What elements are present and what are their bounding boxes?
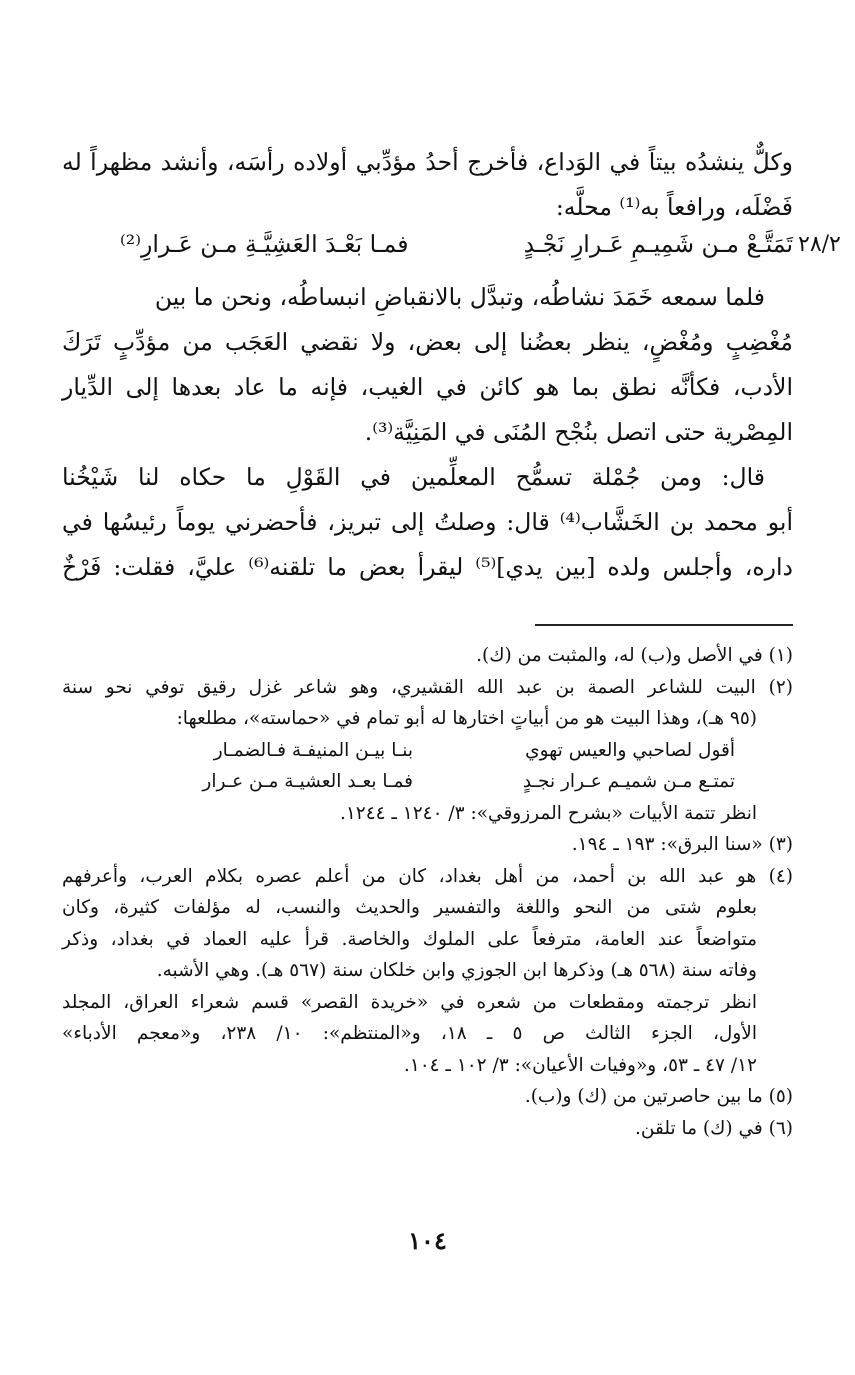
poem-1-second-hemistich: بنـا بيـن المنيفـة فـالضمـار (213, 739, 413, 761)
poem-2-second-hemistich: فمـا بعـد العشيـة مـن عـرار (202, 771, 413, 792)
body-line-10: داره، وأجلس ولده [بين يدي]⁽⁵⁾ ليقرأ بعض ما تلقنه⁽⁶⁾ عليَّ، فقلت: فَرْخٌ (62, 553, 794, 581)
footnote-4-line-4: وفاته سنة (٥٦٨ هـ) وذكرها ابن الجوزي وابن خلكان سنة (٥٦٧ هـ). وهي الأشبه. (156, 960, 757, 981)
verse-first-hemistich: تَمَتَّـعْ مـن شَمِيـمِ عَـرارِ نَجْـدٍ (523, 230, 793, 258)
body-line-4: فلما سمعه خَمَدَ نشاطُه، وتبدَّل بالانقباضِ انبساطُه، ونحن ما بين (154, 283, 765, 311)
body-line-7: المِصْرية حتى اتصل بنُجْح المُنَى في المَنِيَّة⁽³⁾. (364, 418, 793, 446)
footnote-4-line-5: انظر ترجمته ومقطعات من شعره في «خريدة القصر» قسم شعراء العراق، المجلد (62, 991, 757, 1013)
footnote-6: (٦) في (ك) ما تلقن. (635, 1117, 793, 1139)
footnote-4-line-7: ١٢/ ٤٧ ـ ٥٣، و«وفيات الأعيان»: ٣/ ١٠٢ ـ ١٠٤. (403, 1054, 757, 1076)
footnote-4-line-6: الأول، الجزء الثالث ص ٥ ـ ١٨، و«المنتظم»: ١٠/ ٢٣٨، و«معجم الأدباء» (62, 1023, 757, 1044)
poem-2-first-hemistich: تمتـع مـن شميـم عـرار نجـدٍ (522, 771, 735, 792)
footnote-4-line-3: متواضعاً عند العامة، مترفعاً على الملوك والخاصة. قرأ عليه العماد في بغداد، وذكر (62, 928, 757, 950)
margin-reference: ٢٨/٢ (798, 232, 841, 257)
footnote-3: (٣) «سنا البرق»: ١٩٣ ـ ١٩٤. (571, 834, 793, 855)
footnote-4-line-1: (٤) هو عبد الله بن أحمد، من أهل بغداد، كان من أعلم عصره بكلام العرب، وأعرفهم (62, 865, 793, 887)
main-text (62, 140, 793, 590)
page-number: ١٠٤ (408, 1226, 447, 1255)
poem-1-first-hemistich: أقول لصاحبي والعيس تهوي (525, 739, 735, 761)
footnote-5: (٥) ما بين حاصرتين من (ك) و(ب). (524, 1086, 793, 1107)
body-line-1: وكلٌّ ينشدُه بيتاً في الوَداع، فأخرج أحدُ مؤدِّبي أولاده رأسَه، وأنشد مظهراً له (62, 148, 793, 176)
body-line-2: فَضْلَه، ورافعاً به⁽¹⁾ محلَّه: (555, 193, 793, 221)
body-line-5: مُغْضِبٍ ومُغْضٍ، ينظر بعضُنا إلى بعض، ولا نقضي العَجَب من مؤدِّبٍ تَرَكَ (62, 328, 793, 356)
footnote-2-line-1: (٢) البيت للشاعر الصمة بن عبد الله القشيري، وهو شاعر غزل رقيق توفي نحو سنة (62, 676, 793, 698)
verse-second-hemistich: فمـا بَعْـدَ العَشِيَّـةِ مـن عَـرارِ⁽²⁾ (120, 230, 409, 258)
verse-line (120, 222, 793, 267)
body-line-8: قال: ومن جُمْلة تسمُّح المعلِّمين في القَوْلِ ما حكاه لنا شَيْخُنا (62, 463, 765, 491)
body-line-6: الأدب، فكأنَّه نطق بما هو كائن في الغيب، فإنه ما عاد بعدها إلى الدِّيار (62, 373, 793, 401)
footnote-2-line-3: انظر تتمة الأبيات «بشرح المرزوقي»: ٣/ ١٢٤٠ ـ ١٢٤٤. (339, 802, 757, 824)
footnote-2-line-2: (٩٥ هـ)، وهذا البيت هو من أبياتٍ اختارها له أبو تمام في «حماسته»، مطلعها: (176, 708, 757, 729)
footnote-poem-line-1 (62, 735, 793, 767)
body-line-9: أبو محمد بن الخَشَّاب⁽⁴⁾ قال: وصلتُ إلى تبريز، فأحضرني يوماً رئيسُها في (62, 508, 793, 536)
footnote-4-line-2: بعلوم شتى من النحو واللغة والتفسير والحديث والنسب، له مؤلفات كثيرة، وكان (62, 897, 757, 918)
footnote-1: (١) في الأصل و(ب) له، والمثبت من (ك). (476, 645, 793, 666)
footnotes (62, 640, 793, 1144)
footnote-poem-line-2 (62, 766, 793, 798)
footnote-separator (535, 624, 793, 626)
